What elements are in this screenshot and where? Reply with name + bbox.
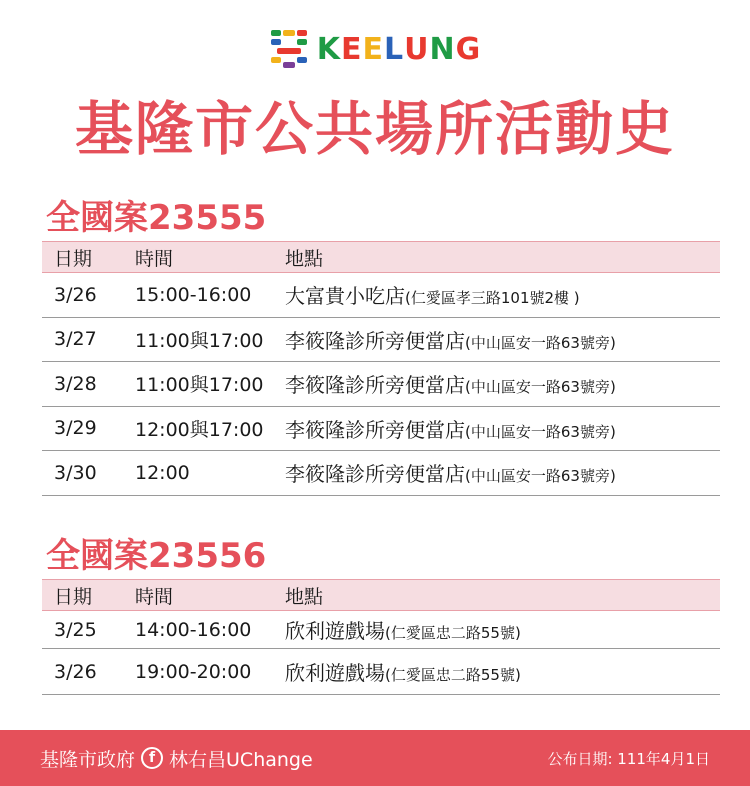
logo-letter: E [362,31,384,67]
case-table [42,241,720,496]
row-place [285,325,720,354]
logo-letter: E [341,31,363,67]
place-address: (仁愛區忠二路55號) [385,666,521,684]
logo-letter: U [404,31,430,67]
keelung-logo-mark [269,28,309,70]
row-place [285,414,720,443]
row-place [285,657,720,686]
facebook-icon: f [141,747,163,769]
place-address: (仁愛區孝三路101號2樓 ) [405,289,580,308]
table-row [42,318,720,363]
footer-page-name: 林右昌UChange [169,748,313,771]
header-date: 日期 [54,247,93,270]
case-title: 全國案23555 [46,198,267,238]
table-row [42,611,720,649]
place-address: (仁愛區忠二路55號) [385,624,521,642]
table-row [42,451,720,496]
row-place [285,615,720,644]
footer-org: 基隆市政府 [40,748,136,771]
publish-date: 公布日期: 111年4月1日 [547,749,710,768]
header-place: 地點 [285,247,324,270]
place-name: 欣利遊戲場 [285,661,385,685]
place-name: 李筱隆診所旁便當店 [285,462,465,487]
row-time: 11:00與17:00 [135,329,264,352]
place-address: (中山區安一路63號旁) [465,333,616,352]
page-title: 基隆市公共場所活動史 [74,95,675,163]
table-header [42,241,720,273]
table-row [42,407,720,452]
header-time: 時間 [135,247,174,270]
place-name: 大富貴小吃店 [285,284,405,309]
table-row [42,273,720,318]
place-name: 李筱隆診所旁便當店 [285,328,465,353]
logo-letter: K [316,31,341,67]
row-date: 3/27 [54,328,97,351]
place-address: (中山區安一路63號旁) [465,422,616,441]
case-title: 全國案23556 [46,536,267,576]
place-name: 李筱隆診所旁便當店 [285,417,465,442]
footer-credits [40,745,313,772]
row-place [285,280,720,309]
row-date: 3/25 [54,618,97,641]
table-header [42,579,720,611]
row-time: 12:00與17:00 [135,418,264,441]
header-time: 時間 [135,585,174,608]
header-place: 地點 [285,585,324,608]
footer-bar [0,730,750,786]
row-time: 11:00與17:00 [135,374,264,397]
table-row [42,649,720,695]
row-place [285,369,720,398]
row-time: 19:00-20:00 [135,660,252,683]
place-name: 欣利遊戲場 [285,619,385,643]
row-time: 15:00-16:00 [135,283,252,306]
logo-letter: N [429,31,456,67]
row-date: 3/30 [54,461,97,484]
place-address: (中山區安一路63號旁) [465,378,616,397]
logo-letter: L [384,31,405,67]
row-time: 14:00-16:00 [135,618,252,641]
keelung-logo-text [317,32,481,67]
table-row [42,362,720,407]
header-date: 日期 [54,585,93,608]
row-date: 3/29 [54,417,97,440]
case-table [42,579,720,695]
row-date: 3/26 [54,660,97,683]
place-name: 李筱隆診所旁便當店 [285,373,465,398]
row-date: 3/26 [54,283,97,306]
place-address: (中山區安一路63號旁) [465,467,616,486]
keelung-logo [0,28,750,70]
row-date: 3/28 [54,372,97,395]
logo-letter: G [455,31,482,67]
row-time: 12:00 [135,461,190,484]
row-place [285,458,720,487]
